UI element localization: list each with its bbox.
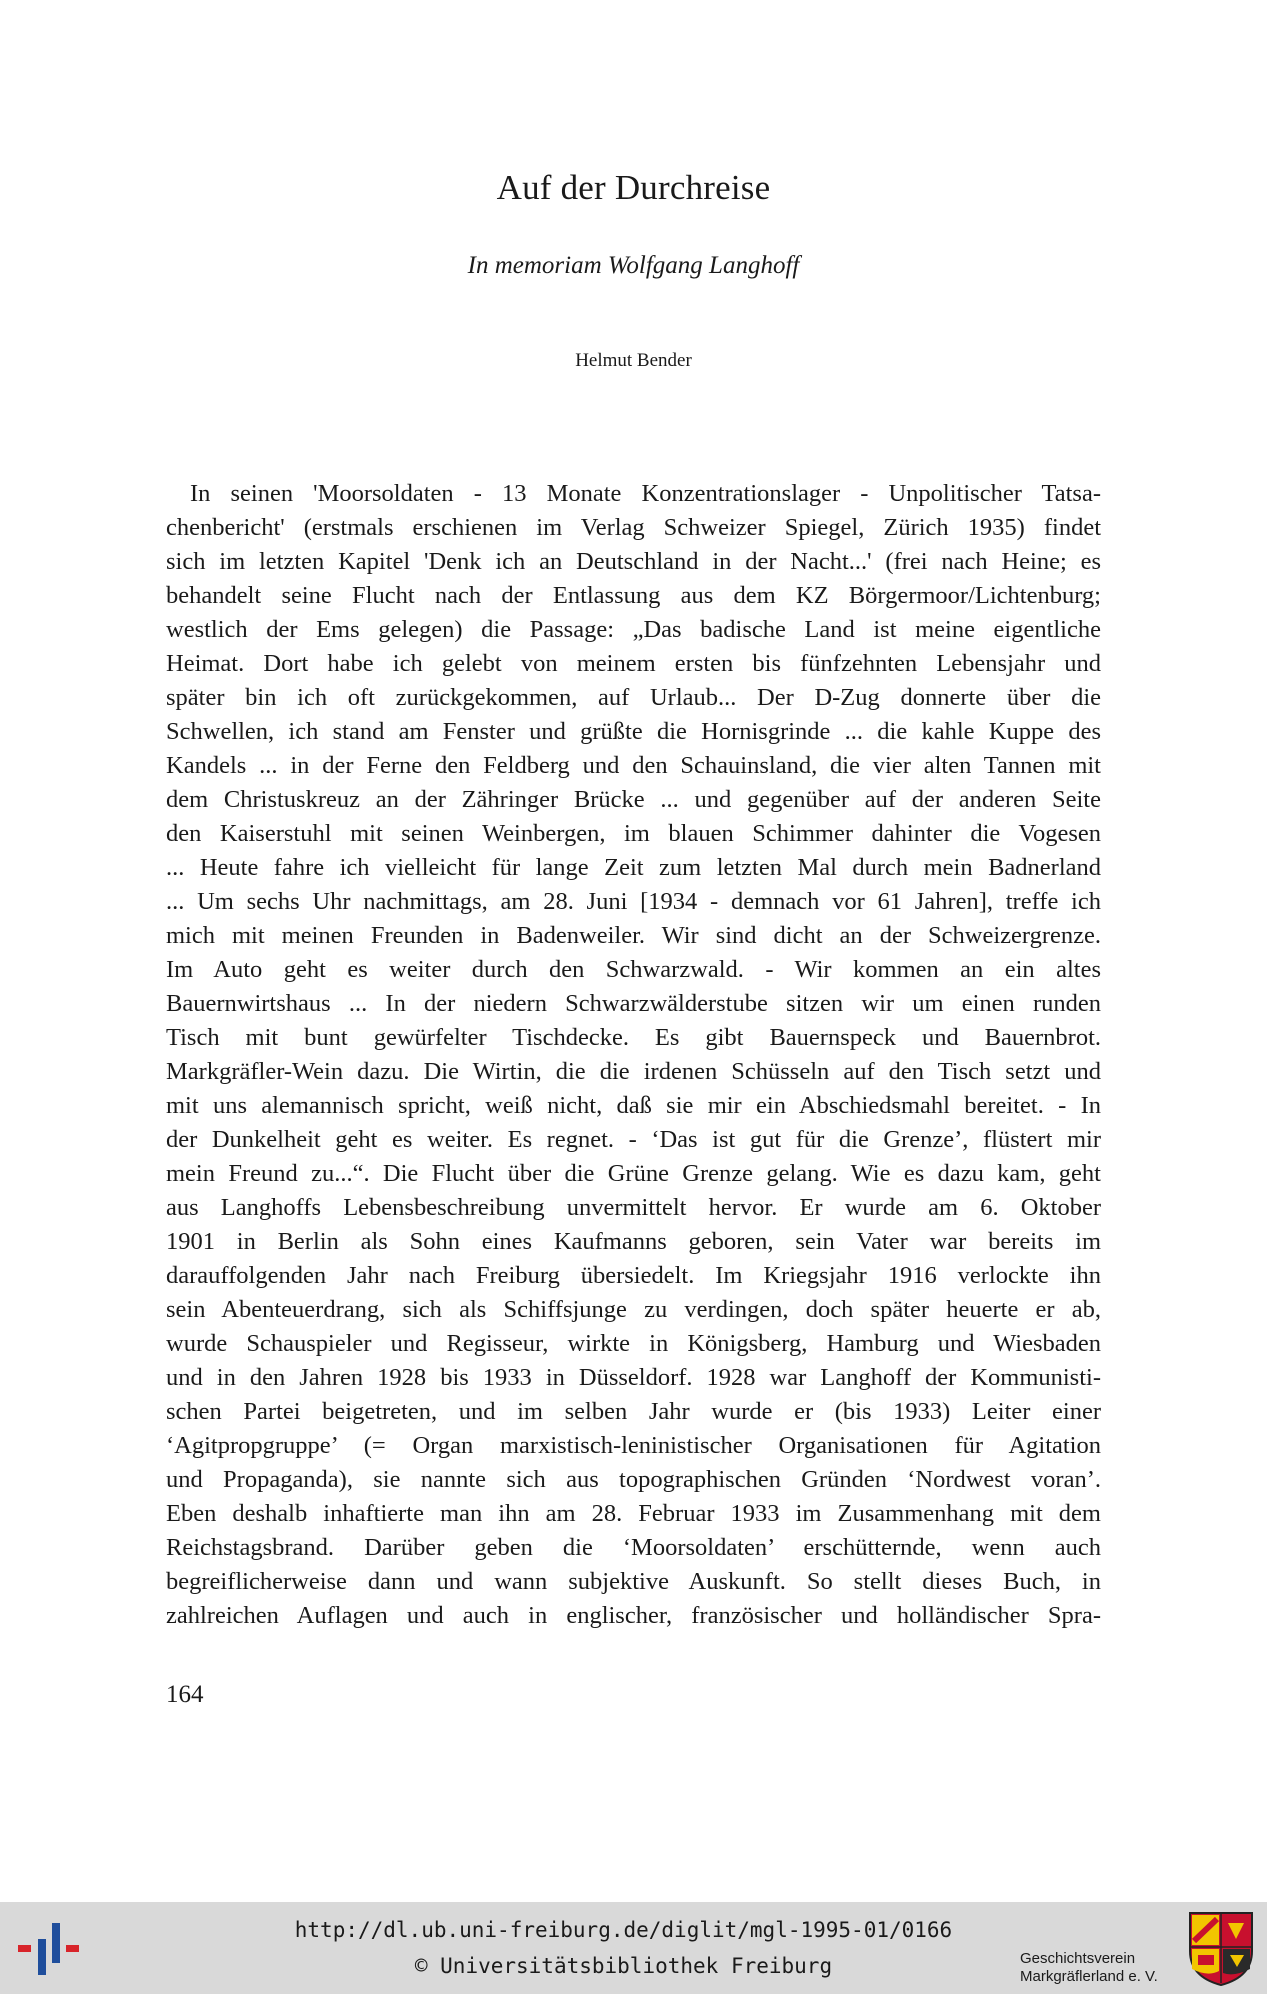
body-line: später bin ich oft zurückgekommen, auf Urlaub... Der D-Zug donnerte über die [166, 684, 1101, 711]
page-number: 164 [166, 1681, 204, 1708]
body-line: In seinen 'Moorsoldaten - 13 Monate Konzentrationslager - Unpolitischer Tatsa- [190, 480, 1101, 507]
body-line: westlich der Ems gelegen) die Passage: „Das badische Land ist meine eigentliche [166, 616, 1101, 643]
body-line: der Dunkelheit geht es weiter. Es regnet. - ‘Das ist gut für die Grenze’, flüstert mir [166, 1126, 1101, 1153]
body-line: mit uns alemannisch spricht, weiß nicht, daß sie mir ein Abschiedsmahl bereitet. - In [166, 1092, 1101, 1119]
body-line: wurde Schauspieler und Regisseur, wirkte in Königsberg, Hamburg und Wiesbaden [166, 1330, 1101, 1357]
body-line: mich mit meinen Freunden in Badenweiler. Wir sind dicht an der Schweizergrenze. [166, 922, 1101, 949]
body-line: Eben deshalb inhaftierte man ihn am 28. Februar 1933 im Zusammenhang mit dem [166, 1500, 1101, 1527]
body-line: und Propaganda), sie nannte sich aus topographischen Gründen ‘Nordwest voran’. [166, 1466, 1101, 1493]
body-line: zahlreichen Auflagen und auch in englischer, französischer und holländischer Spra- [166, 1602, 1101, 1629]
body-line: ... Heute fahre ich vielleicht für lange Zeit zum letzten Mal durch mein Badnerland [166, 854, 1101, 881]
body-line: Bauernwirtshaus ... In der niedern Schwarzwälderstube sitzen wir um einen runden [166, 990, 1101, 1017]
body-line: chenbericht' (erstmals erschienen im Verlag Schweizer Spiegel, Zürich 1935) findet [166, 514, 1101, 541]
body-line: behandelt seine Flucht nach der Entlassung aus dem KZ Börgermoor/Lichtenburg; [166, 582, 1101, 609]
body-line: dem Christuskreuz an der Zähringer Brücke ... und gegenüber auf der anderen Seite [166, 786, 1101, 813]
body-line: mein Freund zu...“. Die Flucht über die Grüne Grenze gelang. Wie es dazu kam, geht [166, 1160, 1101, 1187]
body-line: Im Auto geht es weiter durch den Schwarzwald. - Wir kommen an ein altes [166, 956, 1101, 983]
body-line: aus Langhoffs Lebensbeschreibung unvermittelt hervor. Er wurde am 6. Oktober [166, 1194, 1101, 1221]
body-line: schen Partei beigetreten, und im selben Jahr wurde er (bis 1933) Leiter einer [166, 1398, 1101, 1425]
society-line-1: Geschichtsverein [1020, 1950, 1136, 1967]
coat-of-arms-icon [1188, 1911, 1254, 1987]
body-line: 1901 in Berlin als Sohn eines Kaufmanns geboren, sein Vater war bereits im [166, 1228, 1101, 1255]
body-line: Markgräfler-Wein dazu. Die Wirtin, die die irdenen Schüsseln auf den Tisch setzt und [166, 1058, 1101, 1085]
footer-copyright: © Universitätsbibliothek Freiburg [414, 1954, 833, 1978]
body-line: begreiflicherweise dann und wann subjektive Auskunft. So stellt dieses Buch, in [166, 1568, 1101, 1595]
body-line: sich im letzten Kapitel 'Denk ich an Deutschland in der Nacht...' (frei nach Heine; es [166, 548, 1101, 575]
article-subtitle: In memoriam Wolfgang Langhoff [467, 252, 800, 279]
article-author: Helmut Bender [575, 350, 692, 371]
body-line: ‘Agitpropgruppe’ (= Organ marxistisch-leninistischer Organisationen für Agitation [166, 1432, 1101, 1459]
body-line: ... Um sechs Uhr nachmittags, am 28. Juni [1934 - demnach vor 61 Jahren], treffe ich [166, 888, 1101, 915]
body-line: Reichstagsbrand. Darüber geben die ‘Moorsoldaten’ erschütternde, wenn auch [166, 1534, 1101, 1561]
body-line: Tisch mit bunt gewürfelter Tischdecke. Es gibt Bauernspeck und Bauernbrot. [166, 1024, 1101, 1051]
article-body [166, 477, 1101, 1633]
article-title: Auf der Durchreise [496, 168, 771, 207]
body-line: Kandels ... in der Ferne den Feldberg und den Schauinsland, die vier alten Tannen mit [166, 752, 1101, 779]
footer-bar [0, 1902, 1267, 1994]
body-line: sein Abenteuerdrang, sich als Schiffsjunge zu verdingen, doch später heuerte er ab, [166, 1296, 1101, 1323]
body-line: Heimat. Dort habe ich gelebt von meinem ersten bis fünfzehnten Lebensjahr und [166, 650, 1101, 677]
society-line-2: Markgräflerland e. V. [1020, 1968, 1158, 1985]
society-name [1020, 1950, 1158, 1986]
body-line: und in den Jahren 1928 bis 1933 in Düsseldorf. 1928 war Langhoff der Kommunisti- [166, 1364, 1101, 1391]
footer-url-link[interactable]: http://dl.ub.uni-freiburg.de/diglit/mgl-1995-01/0166 [294, 1918, 953, 1942]
body-line: darauffolgenden Jahr nach Freiburg übersiedelt. Im Kriegsjahr 1916 verlockte ihn [166, 1262, 1101, 1289]
body-line: den Kaiserstuhl mit seinen Weinbergen, im blauen Schimmer dahinter die Vogesen [166, 820, 1101, 847]
body-line: Schwellen, ich stand am Fenster und grüßte die Hornisgrinde ... die kahle Kuppe des [166, 718, 1101, 745]
